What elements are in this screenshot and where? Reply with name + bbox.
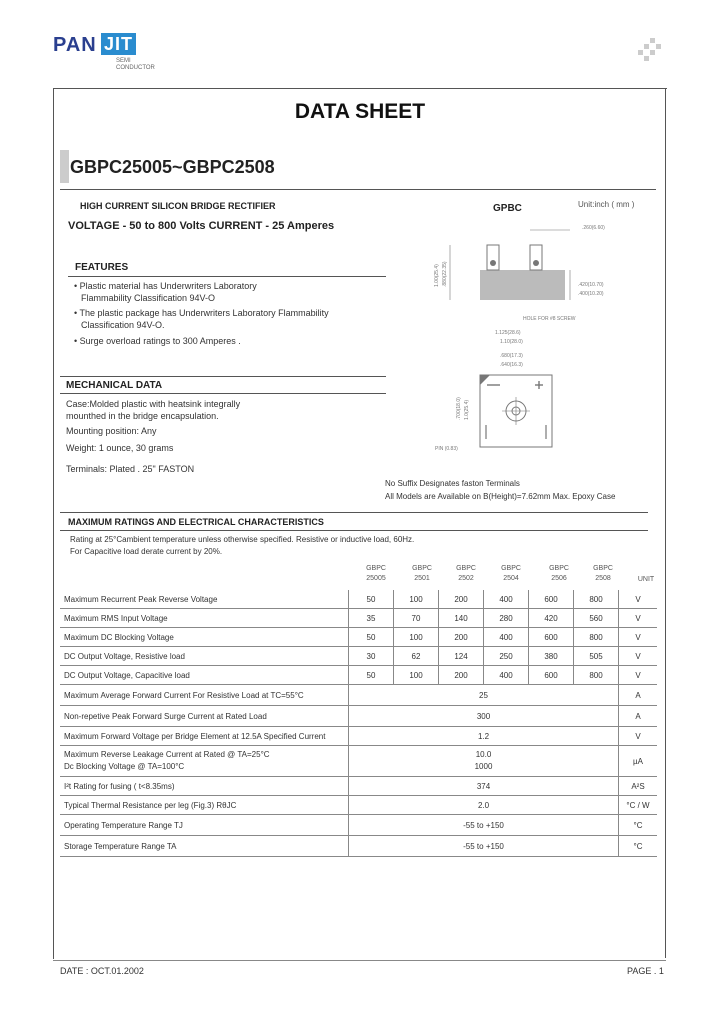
features-divider [68,276,386,277]
table-row [60,647,657,666]
feature-line: Classification 94V-O. [81,320,165,330]
value-cell: -55 to +150 [349,836,619,857]
param-cell: Maximum RMS Input Voltage [60,609,349,628]
mech-line: Case:Molded plastic with heatsink integrally [66,399,241,409]
param-cell [60,746,349,777]
logo-jit: JIT [101,33,136,55]
param-cell: DC Output Voltage, Capacitive load [60,666,349,685]
unit-cell: µA [619,746,658,777]
col-header [356,564,396,584]
col-header-l2: 25005 [366,575,386,582]
value-cell: 600 [529,590,574,609]
value-cell: 25 [349,685,619,706]
dim-d5: .400(10.20) [578,291,604,297]
value-cell: 100 [394,628,439,647]
package-drawing [430,215,660,460]
value-cell: 100 [394,590,439,609]
value-cell: 30 [349,647,394,666]
param-cell: Maximum Forward Voltage per Bridge Element at 12.5A Specified Current [60,727,349,746]
param-cell: Maximum DC Blocking Voltage [60,628,349,647]
dim-d13: PIN (0.83) [435,446,458,452]
table-row [60,666,657,685]
param-cell: I²t Rating for fusing ( t<8.35ms) [60,777,349,796]
part-number-bar [60,150,69,183]
divider [60,189,656,190]
param-cell: Typical Thermal Resistance per leg (Fig.3) RθJC [60,796,349,815]
features-heading: FEATURES [75,262,129,273]
value-cell: 200 [439,590,484,609]
value-cell: 400 [484,666,529,685]
feature-line: • Surge overload ratings to 300 Amperes . [74,336,241,346]
value-cell: 35 [349,609,394,628]
terminal-left [487,245,499,270]
col-header-l1: GBPC [501,565,521,572]
ratings-note: Rating at 25°Cambient temperature unless otherwise specified. Resistive or inductive load, 60Hz. [70,535,415,544]
param-cell: Non-repetive Peak Forward Surge Current at Rated Load [60,706,349,727]
terminal-right [530,245,542,270]
unit-header: UNIT [637,576,655,583]
col-header-l1: GBPC [412,565,432,572]
col-header [491,564,531,584]
table-row [60,727,657,746]
ratings-heading: MAXIMUM RATINGS AND ELECTRICAL CHARACTERISTICS [68,517,324,527]
unit-cell: V [619,609,658,628]
table-row [60,746,657,777]
value-cell: 124 [439,647,484,666]
ratings-divider-top [60,512,648,513]
col-header [539,564,579,584]
value-cell: 505 [574,647,619,666]
unit-cell: V [619,647,658,666]
value-cell: 600 [529,628,574,647]
param-cell: Maximum Average Forward Current For Resistive Load at TC=55°C [60,685,349,706]
value-cell: 70 [394,609,439,628]
unit-cell: A [619,706,658,727]
dim-d10: .640(16.3) [500,362,523,368]
page-title: DATA SHEET [294,100,426,123]
col-header [583,564,623,584]
value-cell: 380 [529,647,574,666]
value-cell: 800 [574,590,619,609]
footer-page: PAGE . 1 [627,966,664,976]
package-note: No Suffix Designates faston Terminals [385,479,520,488]
unit-cell: V [619,590,658,609]
mech-divider-top [60,376,386,377]
mech-line: Weight: 1 ounce, 30 grams [66,443,174,453]
param-cell: Operating Temperature Range TJ [60,815,349,836]
value-cell: 800 [574,628,619,647]
col-header-l1: GBPC [593,565,613,572]
package-name: GPBC [493,203,522,214]
ratings-table [60,590,657,857]
page-frame-right [665,88,666,958]
dim-d4: .420(10.70) [578,282,604,288]
dim-d6: HOLE FOR #8 SCREW [523,316,576,322]
table-row [60,609,657,628]
package-note: All Models are Available on B(Height)=7.62mm Max. Epoxy Case [385,492,616,501]
value-cell: 200 [439,628,484,647]
value-cell: 50 [349,666,394,685]
logo-pan: PAN [53,34,97,56]
footer-date: DATE : OCT.01.2002 [60,966,144,976]
table-row [60,590,657,609]
unit-cell: A [619,685,658,706]
value-cell: 200 [439,666,484,685]
col-header-l1: GBPC [549,565,569,572]
ratings-note: For Capacitive load derate current by 20%. [70,547,223,556]
table-row [60,685,657,706]
dim-d1: .260(6.60) [582,225,605,231]
table-row [60,628,657,647]
col-header [402,564,442,584]
value-cell: 50 [349,628,394,647]
value-cell: 50 [349,590,394,609]
unit-cell: °C [619,836,658,857]
unit-cell: V [619,666,658,685]
logo-conductor-text: CONDUCTOR [116,65,155,71]
value-cell: 560 [574,609,619,628]
param-cell: Storage Temperature Range TA [60,836,349,857]
value-cell: 374 [349,777,619,796]
unit-cell: °C / W [619,796,658,815]
value-cell: 280 [484,609,529,628]
voltage-current: VOLTAGE - 50 to 800 Volts CURRENT - 25 Amperes [68,220,335,232]
value-cell: 250 [484,647,529,666]
package-body-side [480,270,565,300]
table-row [60,706,657,727]
value-cell: 1.2 [349,727,619,746]
product-subtitle: HIGH CURRENT SILICON BRIDGE RECTIFIER [80,201,276,211]
unit-cell: V [619,727,658,746]
value-cell: 400 [484,628,529,647]
feature-line: • Plastic material has Underwriters Laboratory [74,281,257,291]
param-cell: Maximum Recurrent Peak Reverse Voltage [60,590,349,609]
unit-cell: °C [619,815,658,836]
feature-line: • The plastic package has Underwriters Laboratory Flammability [74,308,329,318]
col-header-l1: GBPC [366,565,386,572]
value-cell: 300 [349,706,619,727]
dim-d11: .700(18.0) [456,397,462,420]
param-line: Dc Blocking Voltage @ TA=100°C [64,762,185,771]
mech-line: mounthed in the bridge encapsulation. [66,411,219,421]
col-header-l2: 2506 [551,575,567,582]
value-cell: 420 [529,609,574,628]
mech-divider [60,393,386,394]
param-cell: DC Output Voltage, Resistive load [60,647,349,666]
value-cell: 2.0 [349,796,619,815]
dim-d2: 1.00(25.4) [434,264,440,287]
col-header-l2: 2501 [414,575,430,582]
value-cell: 400 [484,590,529,609]
col-header [446,564,486,584]
col-header-l2: 2504 [503,575,519,582]
dim-d12: 1.0(25.4) [464,399,470,420]
value-cell: 600 [529,666,574,685]
value-line: 1000 [474,762,493,771]
part-number: GBPC25005~GBPC2508 [70,157,275,177]
ratings-divider [60,530,648,531]
mech-line: Terminals: Plated . 25" FASTON [66,464,195,474]
dim-d3: .880(22.35) [442,261,448,287]
table-row [60,796,657,815]
unit-cell: A²S [619,777,658,796]
logo-semi-text: SEMI [116,58,131,64]
col-header-l2: 2502 [458,575,474,582]
col-header-l1: GBPC [456,565,476,572]
value-cell [349,746,619,777]
logo-semiconductor [116,58,155,72]
value-cell: 800 [574,666,619,685]
footer-divider [53,960,666,961]
col-header-l2: 2508 [595,575,611,582]
value-line: 10.0 [475,750,492,759]
mech-line: Mounting position: Any [66,426,157,436]
value-cell: 62 [394,647,439,666]
table-row [60,836,657,857]
unit-label: Unit:inch ( mm ) [578,200,635,209]
param-line: Maximum Reverse Leakage Current at Rated @ TA=25°C [64,750,270,759]
feature-line: Flammability Classification 94V-O [81,293,216,303]
unit-cell: V [619,628,658,647]
value-cell: 140 [439,609,484,628]
mechanical-heading: MECHANICAL DATA [66,380,163,391]
table-row [60,777,657,796]
table-row [60,815,657,836]
dim-d9: .680(17.3) [500,353,523,359]
value-cell: -55 to +150 [349,815,619,836]
dim-d8: 1.10(28.0) [500,339,523,345]
dim-d7: 1.125(28.6) [495,330,521,336]
value-cell: 100 [394,666,439,685]
